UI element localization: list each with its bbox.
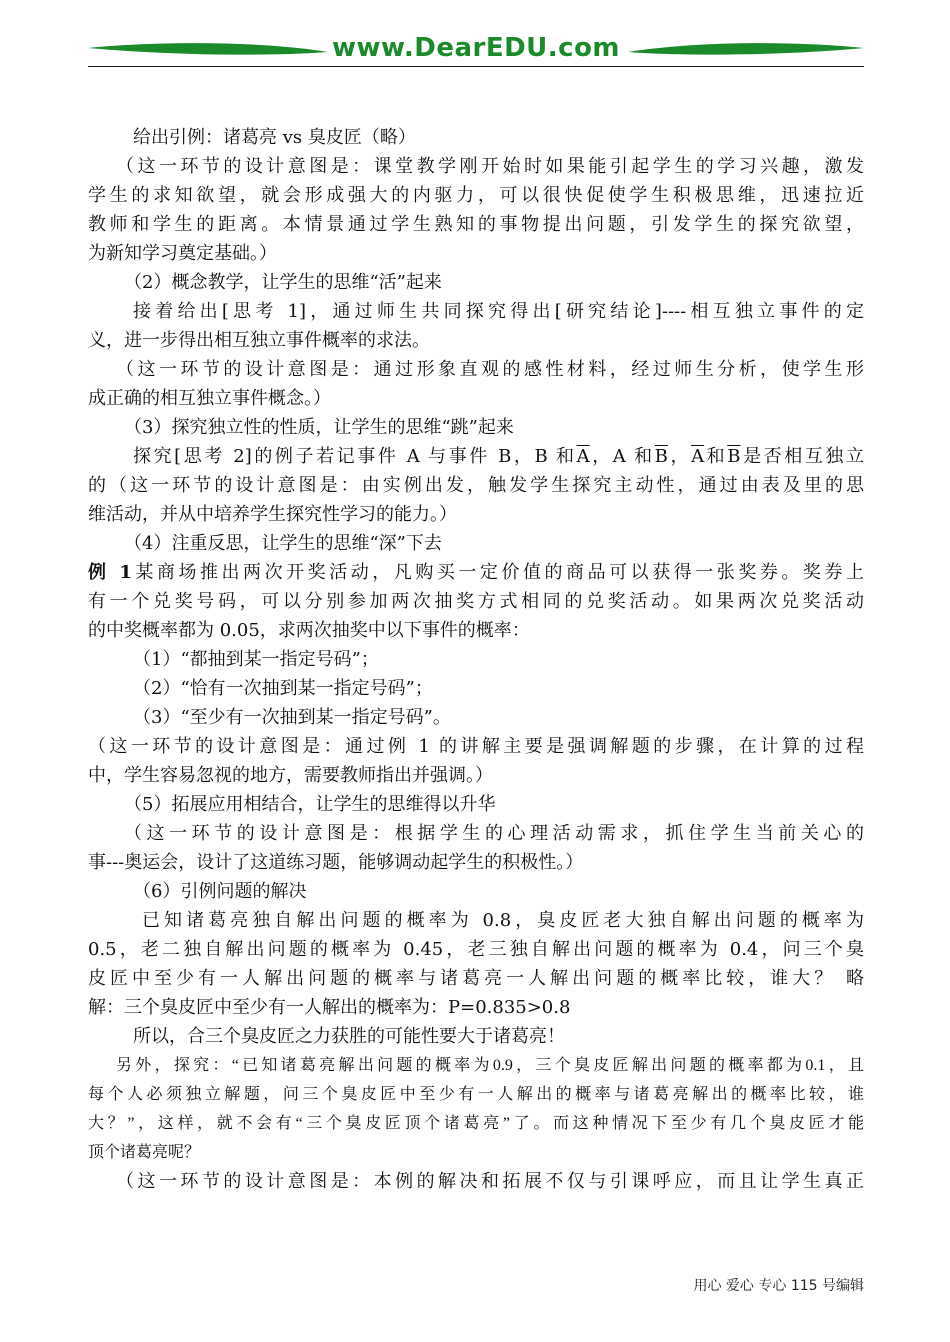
paragraph-line: 学生的求知欲望，就会形成强大的内驱力，可以很快促使学生积极思维，迅速拉近 — [88, 185, 864, 206]
paragraph-line: 义，进一步得出相互独立事件概率的求法。 — [88, 330, 430, 351]
paragraph-line: 事---奥运会，设计了这道练习题，能够调动起学生的积极性。） — [88, 852, 584, 873]
paragraph-line: 顶个诸葛亮呢？ — [88, 1144, 201, 1161]
text-run: 和 — [704, 446, 728, 467]
paragraph-line: （这一环节的设计意图是：根据学生的心理活动需求，抓住学生当前关心的 — [124, 823, 864, 844]
paragraph-line: 大？”，这样，就不会有“三个臭皮匠顶个诸葛亮”了。而这种情况下至少有几个臭皮匠才能 — [88, 1115, 864, 1132]
paragraph-line: 另外，探究：“已知诸葛亮解出问题的概率为0.9，三个臭皮匠解出问题的概率都为0.1，且 — [116, 1057, 864, 1074]
paragraph-line: 成正确的相互独立事件概念。） — [88, 388, 331, 409]
paragraph-line: 解：三个臭皮匠中至少有一人解出的概率为：P=0.835>0.8 — [88, 997, 571, 1018]
paragraph-line: 的（这一环节的设计意图是：由实例出发，触发学生探究主动性，通过由表及里的思 — [88, 475, 864, 496]
page-footer: 用心 爱心 专心 115 号编辑 — [693, 1278, 864, 1294]
example-label: 例 1 — [88, 562, 132, 583]
list-item: （3）“至少有一次抽到某一指定号码”。 — [133, 707, 451, 728]
text-run: 探究[思考 2]的例子若记事件 A 与事件 B，B 和 — [133, 446, 577, 467]
section-heading: （5）拓展应用相结合，让学生的思维得以升华 — [124, 794, 496, 815]
paragraph-line: 每个人必须独立解题，问三个臭皮匠中至少有一人解出的概率与诸葛亮解出的概率比较，谁 — [88, 1086, 864, 1103]
paragraph-line: 教师和学生的距离。本情景通过学生熟知的事物提出问题，引发学生的探究欲望， — [88, 214, 864, 235]
event-complement-a: $\overline{A}$ — [576, 446, 590, 467]
section-heading: （3）探究独立性的性质，让学生的思维“跳”起来 — [124, 417, 514, 438]
paragraph-line: 皮匠中至少有一人解出问题的概率与诸葛亮一人解出问题的概率比较，谁大？ 略 — [88, 968, 864, 989]
text-run: 某商场推出两次开奖活动，凡购买一定价值的商品可以获得一张奖券。奖券上 — [131, 562, 864, 583]
header-divider — [88, 66, 864, 67]
paragraph-line: （这一环节的设计意图是：通过形象直观的感性材料，经过师生分析，使学生形 — [116, 359, 864, 380]
paragraph-line: 给出引例：诸葛亮 vs 臭皮匠（略） — [133, 127, 416, 148]
paragraph-line — [88, 558, 864, 587]
site-logo[interactable]: www.DearEDU.com — [331, 33, 621, 63]
list-item: （2）“恰有一次抽到某一指定号码”； — [133, 678, 433, 699]
text-run: 是否相互独立 — [740, 446, 864, 467]
section-heading: （6）引例问题的解决 — [133, 881, 307, 902]
paragraph-line: 所以，合三个臭皮匠之力获胜的可能性要大于诸葛亮！ — [133, 1026, 565, 1047]
page-header — [88, 30, 864, 72]
paragraph-line — [88, 442, 864, 471]
text-run: ， — [667, 446, 692, 467]
event-complement-b: $\overline{B}$ — [654, 446, 668, 467]
paragraph-line: （这一环节的设计意图是：本例的解决和拓展不仅与引课呼应，而且让学生真正 — [116, 1171, 864, 1192]
list-item: （1）“都抽到某一指定号码”； — [133, 649, 379, 670]
paragraph-line: 有一个兑奖号码，可以分别参加两次抽奖方式相同的兑奖活动。如果两次兑奖活动 — [88, 591, 864, 612]
paragraph-line: 维活动，并从中培养学生探究性学习的能力。） — [88, 504, 457, 525]
section-heading: （2）概念教学，让学生的思维“活”起来 — [124, 272, 442, 293]
paragraph-line: 为新知学习奠定基础。） — [88, 243, 277, 264]
event-complement-b: $\overline{B}$ — [727, 446, 741, 467]
document-body — [88, 123, 864, 1196]
text-run: ，A 和 — [589, 446, 655, 467]
paragraph-line: 已知诸葛亮独自解出问题的概率为 0.8，臭皮匠老大独自解出问题的概率为 — [142, 910, 864, 931]
paragraph-line: 的中奖概率都为 0.05，求两次抽奖中以下事件的概率： — [88, 620, 530, 641]
paragraph-line: （这一环节的设计意图是：课堂教学刚开始时如果能引起学生的学习兴趣，激发 — [116, 156, 864, 177]
section-heading: （4）注重反思，让学生的思维“深”下去 — [124, 533, 442, 554]
event-complement-a: $\overline{A}$ — [691, 446, 705, 467]
paragraph-line: （这一环节的设计意图是：通过例 1 的讲解主要是强调解题的步骤，在计算的过程 — [88, 736, 864, 757]
paragraph-line: 0.5，老二独自解出问题的概率为 0.45，老三独自解出问题的概率为 0.4，问三个臭 — [88, 939, 864, 960]
paragraph-line: 接着给出[思考 1]，通过师生共同探究得出[研究结论]----相互独立事件的定 — [133, 301, 864, 322]
paragraph-line: 中，学生容易忽视的地方，需要教师指出并强调。） — [88, 765, 493, 786]
